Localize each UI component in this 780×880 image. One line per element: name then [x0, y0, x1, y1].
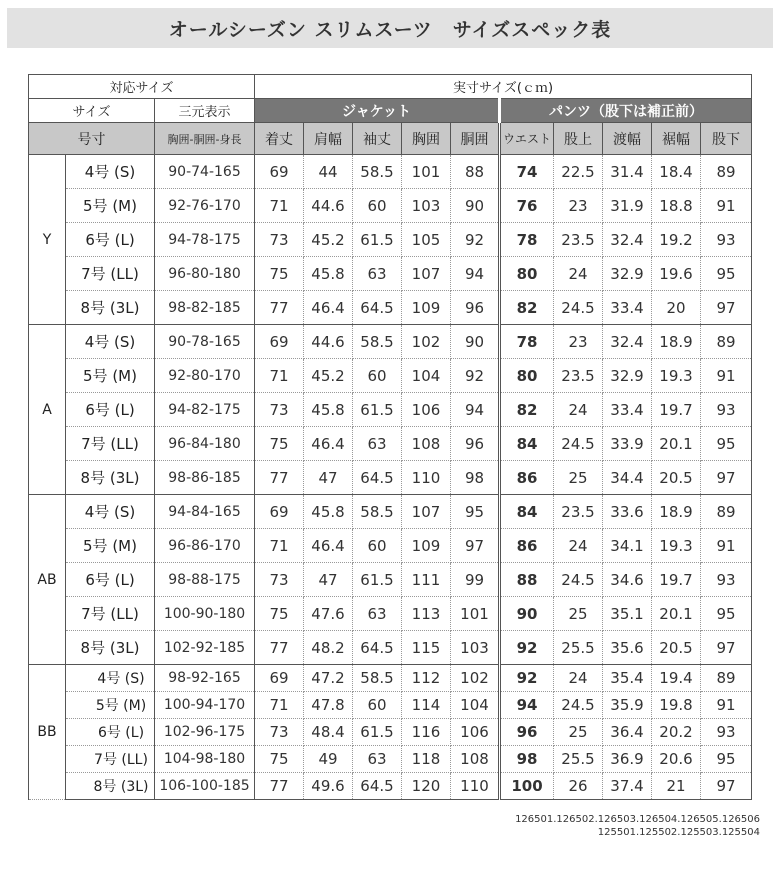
cell-katahaba: 47.8: [304, 692, 353, 719]
cell-sodetake: 60: [353, 529, 402, 563]
cell-katahaba: 49.6: [304, 773, 353, 800]
size-label: 6号 (L): [66, 223, 155, 257]
cell-matagami: 24: [554, 393, 603, 427]
header-sodetake: 袖丈: [353, 123, 402, 155]
cell-sodetake: 61.5: [353, 393, 402, 427]
cell-katahaba: 48.2: [304, 631, 353, 665]
sangen-value: 92-80-170: [155, 359, 255, 393]
header-kitake: 着丈: [255, 123, 304, 155]
cell-matashita: 97: [701, 291, 752, 325]
cell-waist: 100: [500, 773, 554, 800]
cell-sodetake: 61.5: [353, 563, 402, 597]
cell-matashita: 97: [701, 773, 752, 800]
cell-kitake: 75: [255, 746, 304, 773]
cell-matashita: 91: [701, 692, 752, 719]
cell-katahaba: 45.8: [304, 257, 353, 291]
cell-kitake: 71: [255, 692, 304, 719]
table-row: [29, 495, 752, 529]
cell-doui: 102: [451, 665, 500, 692]
cell-katahaba: 49: [304, 746, 353, 773]
cell-katahaba: 46.4: [304, 427, 353, 461]
cell-matashita: 95: [701, 597, 752, 631]
sangen-value: 100-94-170: [155, 692, 255, 719]
cell-katahaba: 46.4: [304, 291, 353, 325]
cell-kyoui: 112: [402, 665, 451, 692]
cell-waist: 80: [500, 257, 554, 291]
cell-watari: 33.6: [603, 495, 652, 529]
cell-watari: 36.4: [603, 719, 652, 746]
sangen-value: 94-82-175: [155, 393, 255, 427]
cell-doui: 103: [451, 631, 500, 665]
cell-katahaba: 47: [304, 461, 353, 495]
cell-sodetake: 60: [353, 189, 402, 223]
cell-matashita: 91: [701, 189, 752, 223]
cell-kyoui: 113: [402, 597, 451, 631]
cell-waist: 74: [500, 155, 554, 189]
header-jissun-size: 実寸サイズ(ｃｍ): [255, 75, 752, 99]
cell-katahaba: 44.6: [304, 189, 353, 223]
cell-kyoui: 120: [402, 773, 451, 800]
cell-kyoui: 115: [402, 631, 451, 665]
size-label: 4号 (S): [66, 495, 155, 529]
cell-doui: 101: [451, 597, 500, 631]
cell-waist: 78: [500, 325, 554, 359]
cell-katahaba: 47.6: [304, 597, 353, 631]
cell-suso: 18.4: [652, 155, 701, 189]
cell-sodetake: 63: [353, 746, 402, 773]
cell-katahaba: 48.4: [304, 719, 353, 746]
size-label: 5号 (M): [66, 359, 155, 393]
cell-kyoui: 105: [402, 223, 451, 257]
header-size: サイズ: [29, 99, 155, 123]
cell-matagami: 24: [554, 529, 603, 563]
cell-matashita: 95: [701, 746, 752, 773]
cell-watari: 32.9: [603, 257, 652, 291]
cell-doui: 110: [451, 773, 500, 800]
sangen-value: 96-86-170: [155, 529, 255, 563]
sangen-value: 94-78-175: [155, 223, 255, 257]
cell-suso: 19.3: [652, 529, 701, 563]
size-label: 8号 (3L): [66, 291, 155, 325]
cell-suso: 19.8: [652, 692, 701, 719]
sangen-value: 96-84-180: [155, 427, 255, 461]
table-body: [29, 155, 752, 800]
cell-doui: 99: [451, 563, 500, 597]
table-row: [29, 597, 752, 631]
cell-sodetake: 63: [353, 257, 402, 291]
cell-doui: 88: [451, 155, 500, 189]
table-row: [29, 692, 752, 719]
cell-matashita: 91: [701, 359, 752, 393]
size-label: 7号 (LL): [66, 257, 155, 291]
cell-sodetake: 64.5: [353, 773, 402, 800]
size-label: 8号 (3L): [66, 773, 155, 800]
cell-kitake: 77: [255, 631, 304, 665]
cell-katahaba: 45.8: [304, 393, 353, 427]
cell-sodetake: 61.5: [353, 223, 402, 257]
cell-matashita: 95: [701, 427, 752, 461]
cell-kitake: 75: [255, 257, 304, 291]
cell-katahaba: 45.8: [304, 495, 353, 529]
cell-matashita: 93: [701, 223, 752, 257]
cell-katahaba: 46.4: [304, 529, 353, 563]
cell-kitake: 69: [255, 155, 304, 189]
header-gousun: 号寸: [29, 123, 155, 155]
cell-matashita: 89: [701, 495, 752, 529]
header-mune-dou-shinchou: 胸囲-胴囲-身長: [155, 123, 255, 155]
cell-waist: 98: [500, 746, 554, 773]
cell-watari: 37.4: [603, 773, 652, 800]
cell-doui: 106: [451, 719, 500, 746]
cell-watari: 33.9: [603, 427, 652, 461]
cell-matashita: 93: [701, 563, 752, 597]
cell-kitake: 69: [255, 495, 304, 529]
size-label: 5号 (M): [66, 189, 155, 223]
size-label: 8号 (3L): [66, 461, 155, 495]
cell-doui: 94: [451, 393, 500, 427]
cell-kyoui: 110: [402, 461, 451, 495]
cell-suso: 20.5: [652, 631, 701, 665]
size-label: 7号 (LL): [66, 597, 155, 631]
page-title: オールシーズン スリムスーツ サイズスペック表: [7, 8, 773, 48]
cell-sodetake: 58.5: [353, 495, 402, 529]
cell-waist: 92: [500, 665, 554, 692]
cell-kyoui: 103: [402, 189, 451, 223]
cell-kyoui: 101: [402, 155, 451, 189]
cell-kyoui: 104: [402, 359, 451, 393]
sangen-value: 96-80-180: [155, 257, 255, 291]
cell-matagami: 25: [554, 719, 603, 746]
sangen-value: 104-98-180: [155, 746, 255, 773]
cell-watari: 35.4: [603, 665, 652, 692]
cell-sodetake: 63: [353, 427, 402, 461]
cell-watari: 34.1: [603, 529, 652, 563]
cell-watari: 33.4: [603, 393, 652, 427]
cell-matagami: 23: [554, 189, 603, 223]
cell-sodetake: 58.5: [353, 325, 402, 359]
cell-matagami: 24.5: [554, 291, 603, 325]
header-katahaba: 肩幅: [304, 123, 353, 155]
table-row: [29, 529, 752, 563]
cell-waist: 84: [500, 495, 554, 529]
cell-matashita: 97: [701, 461, 752, 495]
cell-matashita: 97: [701, 631, 752, 665]
sangen-value: 102-92-185: [155, 631, 255, 665]
cell-kyoui: 109: [402, 291, 451, 325]
cell-watari: 33.4: [603, 291, 652, 325]
cell-matagami: 25: [554, 461, 603, 495]
cell-suso: 20.1: [652, 427, 701, 461]
cell-matagami: 23.5: [554, 359, 603, 393]
cell-sodetake: 60: [353, 359, 402, 393]
cell-kitake: 73: [255, 393, 304, 427]
size-label: 4号 (S): [66, 325, 155, 359]
cell-kitake: 77: [255, 773, 304, 800]
cell-doui: 92: [451, 223, 500, 257]
cell-matagami: 24.5: [554, 427, 603, 461]
cell-sodetake: 64.5: [353, 291, 402, 325]
cell-doui: 108: [451, 746, 500, 773]
cell-waist: 84: [500, 427, 554, 461]
cell-kitake: 71: [255, 189, 304, 223]
cell-kyoui: 114: [402, 692, 451, 719]
cell-watari: 35.9: [603, 692, 652, 719]
cell-matagami: 23.5: [554, 223, 603, 257]
cell-doui: 97: [451, 529, 500, 563]
table-row: [29, 746, 752, 773]
cell-matagami: 25.5: [554, 631, 603, 665]
cell-waist: 88: [500, 563, 554, 597]
cell-doui: 104: [451, 692, 500, 719]
cell-doui: 98: [451, 461, 500, 495]
cell-watari: 35.1: [603, 597, 652, 631]
cell-suso: 19.2: [652, 223, 701, 257]
size-label: 6号 (L): [66, 719, 155, 746]
product-codes: [515, 813, 760, 839]
sangen-value: 92-76-170: [155, 189, 255, 223]
cell-kitake: 75: [255, 427, 304, 461]
cell-waist: 82: [500, 291, 554, 325]
header-susohaba: 裾幅: [652, 123, 701, 155]
cell-suso: 18.9: [652, 495, 701, 529]
header-watarihaba: 渡幅: [603, 123, 652, 155]
cell-waist: 80: [500, 359, 554, 393]
cell-watari: 32.9: [603, 359, 652, 393]
product-code-line: 125501.125502.125503.125504: [597, 827, 760, 838]
cell-katahaba: 47.2: [304, 665, 353, 692]
table-row: [29, 189, 752, 223]
size-label: 4号 (S): [66, 665, 155, 692]
sangen-value: 98-82-185: [155, 291, 255, 325]
cell-watari: 34.6: [603, 563, 652, 597]
cell-waist: 96: [500, 719, 554, 746]
size-label: 7号 (LL): [66, 746, 155, 773]
cell-waist: 78: [500, 223, 554, 257]
cell-suso: 18.9: [652, 325, 701, 359]
table-row: [29, 223, 752, 257]
header-pants: パンツ（股下は補正前）: [500, 99, 752, 123]
cell-sodetake: 63: [353, 597, 402, 631]
table-row: [29, 325, 752, 359]
table-row: [29, 155, 752, 189]
cell-suso: 20.5: [652, 461, 701, 495]
cell-kitake: 77: [255, 461, 304, 495]
size-label: 6号 (L): [66, 563, 155, 597]
sangen-value: 98-92-165: [155, 665, 255, 692]
table-header: [29, 75, 752, 155]
cell-katahaba: 44: [304, 155, 353, 189]
sangen-value: 102-96-175: [155, 719, 255, 746]
cell-doui: 96: [451, 291, 500, 325]
cell-katahaba: 45.2: [304, 223, 353, 257]
cell-kyoui: 107: [402, 257, 451, 291]
cell-kyoui: 109: [402, 529, 451, 563]
cell-matashita: 95: [701, 257, 752, 291]
body-type-label: BB: [29, 665, 66, 800]
cell-matashita: 93: [701, 393, 752, 427]
header-jacket: ジャケット: [255, 99, 500, 123]
header-sangen: 三元表示: [155, 99, 255, 123]
cell-suso: 19.3: [652, 359, 701, 393]
header-matashita: 股下: [701, 123, 752, 155]
cell-watari: 31.9: [603, 189, 652, 223]
sangen-value: 90-74-165: [155, 155, 255, 189]
cell-doui: 90: [451, 189, 500, 223]
sangen-value: 98-86-185: [155, 461, 255, 495]
cell-sodetake: 58.5: [353, 665, 402, 692]
cell-suso: 20.1: [652, 597, 701, 631]
cell-waist: 86: [500, 461, 554, 495]
table-row: [29, 631, 752, 665]
cell-suso: 20: [652, 291, 701, 325]
header-matagami: 股上: [554, 123, 603, 155]
cell-kyoui: 107: [402, 495, 451, 529]
table-row: [29, 665, 752, 692]
table-row: [29, 563, 752, 597]
size-label: 7号 (LL): [66, 427, 155, 461]
cell-matagami: 24.5: [554, 692, 603, 719]
cell-matagami: 24: [554, 257, 603, 291]
cell-doui: 94: [451, 257, 500, 291]
cell-kyoui: 102: [402, 325, 451, 359]
cell-watari: 34.4: [603, 461, 652, 495]
table-row: [29, 719, 752, 746]
cell-waist: 76: [500, 189, 554, 223]
cell-suso: 20.2: [652, 719, 701, 746]
cell-watari: 32.4: [603, 325, 652, 359]
cell-kitake: 75: [255, 597, 304, 631]
cell-kitake: 73: [255, 719, 304, 746]
cell-matagami: 26: [554, 773, 603, 800]
cell-waist: 82: [500, 393, 554, 427]
product-code-line: 126501.126502.126503.126504.126505.126506: [515, 814, 760, 825]
body-type-label: AB: [29, 495, 66, 665]
cell-matagami: 24.5: [554, 563, 603, 597]
cell-katahaba: 45.2: [304, 359, 353, 393]
cell-suso: 19.6: [652, 257, 701, 291]
header-waist: ウエスト: [500, 123, 554, 155]
cell-matagami: 24: [554, 665, 603, 692]
cell-doui: 92: [451, 359, 500, 393]
sangen-value: 90-78-165: [155, 325, 255, 359]
header-doui: 胴囲: [451, 123, 500, 155]
table-row: [29, 461, 752, 495]
cell-watari: 35.6: [603, 631, 652, 665]
body-type-label: A: [29, 325, 66, 495]
sangen-value: 94-84-165: [155, 495, 255, 529]
cell-sodetake: 64.5: [353, 631, 402, 665]
size-spec-table: [28, 74, 752, 800]
cell-matagami: 25.5: [554, 746, 603, 773]
size-label: 5号 (M): [66, 529, 155, 563]
cell-waist: 86: [500, 529, 554, 563]
cell-matagami: 23.5: [554, 495, 603, 529]
cell-kyoui: 118: [402, 746, 451, 773]
sangen-value: 100-90-180: [155, 597, 255, 631]
table-row: [29, 291, 752, 325]
cell-kyoui: 116: [402, 719, 451, 746]
cell-matashita: 93: [701, 719, 752, 746]
cell-waist: 94: [500, 692, 554, 719]
cell-kyoui: 108: [402, 427, 451, 461]
size-label: 6号 (L): [66, 393, 155, 427]
cell-watari: 36.9: [603, 746, 652, 773]
table-row: [29, 773, 752, 800]
header-kyoui: 胸囲: [402, 123, 451, 155]
cell-suso: 19.7: [652, 563, 701, 597]
cell-suso: 21: [652, 773, 701, 800]
cell-sodetake: 61.5: [353, 719, 402, 746]
sangen-value: 106-100-185: [155, 773, 255, 800]
cell-katahaba: 47: [304, 563, 353, 597]
size-label: 4号 (S): [66, 155, 155, 189]
cell-watari: 31.4: [603, 155, 652, 189]
cell-watari: 32.4: [603, 223, 652, 257]
sangen-value: 98-88-175: [155, 563, 255, 597]
cell-matagami: 25: [554, 597, 603, 631]
body-type-label: Y: [29, 155, 66, 325]
cell-matagami: 22.5: [554, 155, 603, 189]
table-row: [29, 257, 752, 291]
cell-sodetake: 58.5: [353, 155, 402, 189]
header-taiou-size: 対応サイズ: [29, 75, 255, 99]
cell-doui: 90: [451, 325, 500, 359]
cell-kitake: 73: [255, 563, 304, 597]
cell-suso: 18.8: [652, 189, 701, 223]
cell-kyoui: 111: [402, 563, 451, 597]
cell-doui: 95: [451, 495, 500, 529]
cell-kyoui: 106: [402, 393, 451, 427]
cell-matashita: 89: [701, 155, 752, 189]
size-label: 8号 (3L): [66, 631, 155, 665]
cell-kitake: 69: [255, 665, 304, 692]
cell-kitake: 77: [255, 291, 304, 325]
cell-katahaba: 44.6: [304, 325, 353, 359]
cell-matagami: 23: [554, 325, 603, 359]
table-row: [29, 393, 752, 427]
cell-suso: 20.6: [652, 746, 701, 773]
table-row: [29, 427, 752, 461]
cell-sodetake: 60: [353, 692, 402, 719]
cell-kitake: 71: [255, 359, 304, 393]
cell-suso: 19.4: [652, 665, 701, 692]
cell-matashita: 89: [701, 665, 752, 692]
table-row: [29, 359, 752, 393]
cell-kitake: 69: [255, 325, 304, 359]
cell-waist: 90: [500, 597, 554, 631]
cell-doui: 96: [451, 427, 500, 461]
cell-suso: 19.7: [652, 393, 701, 427]
cell-matashita: 91: [701, 529, 752, 563]
cell-matashita: 89: [701, 325, 752, 359]
cell-kitake: 73: [255, 223, 304, 257]
cell-kitake: 71: [255, 529, 304, 563]
cell-waist: 92: [500, 631, 554, 665]
cell-sodetake: 64.5: [353, 461, 402, 495]
size-label: 5号 (M): [66, 692, 155, 719]
